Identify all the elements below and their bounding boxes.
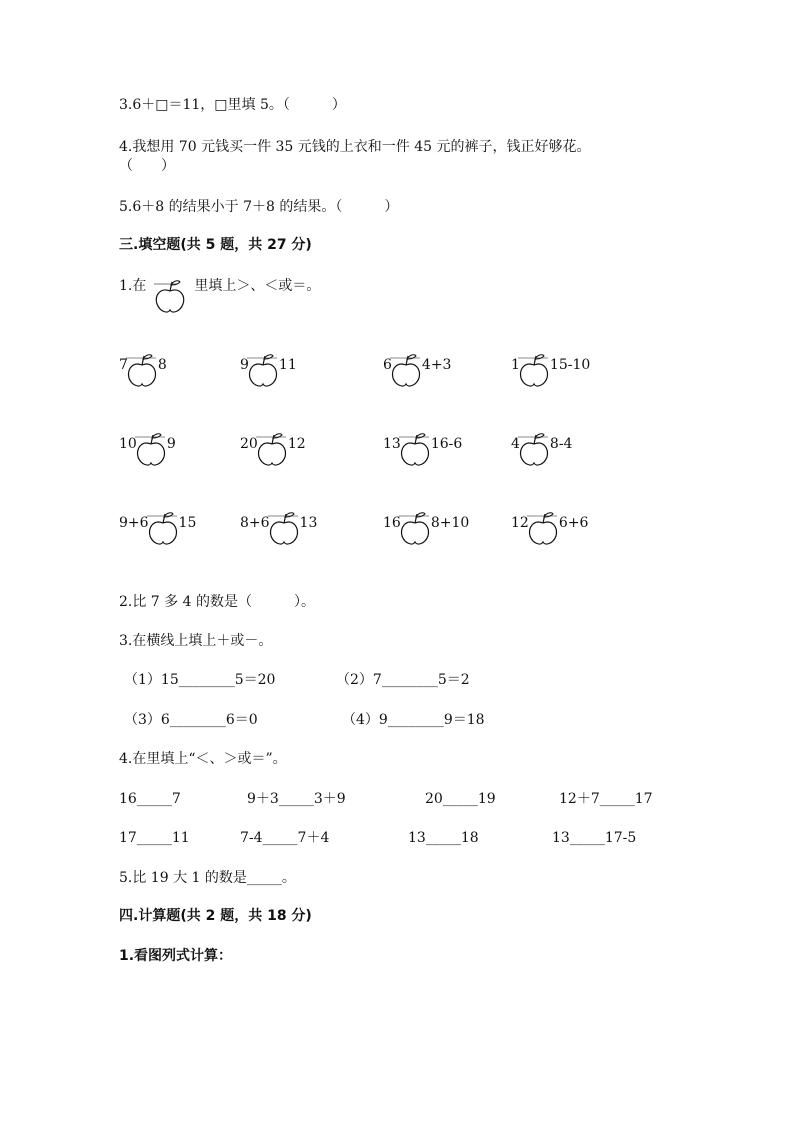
comparison-left: 7 [119, 357, 128, 373]
fill-q3-item-1: （1）15________5＝20 [124, 672, 276, 688]
fill-q4-item: 9＋3_____3＋9 [247, 791, 346, 807]
comparison-left: 6 [383, 357, 392, 373]
comparison-left: 16 [383, 515, 401, 531]
apple-icon [146, 276, 194, 296]
apple-comparison [383, 355, 451, 375]
apple-icon[interactable] [392, 355, 422, 375]
comparison-left: 20 [240, 436, 258, 452]
fill-q4-item: 16_____7 [119, 791, 181, 807]
comparison-left: 9 [240, 357, 249, 373]
comparison-left: 8+6 [240, 515, 270, 531]
comparison-left: 9+6 [119, 515, 149, 531]
apple-comparison [511, 513, 588, 533]
fill-q2: 2.比 7 多 4 的数是（ ）。 [119, 594, 315, 610]
fill-q3-item-3: （3）6________6＝0 [124, 712, 258, 728]
fill-q1-prefix: 1.在 [119, 278, 147, 294]
apple-icon[interactable] [270, 513, 300, 533]
fill-q3-item-4: （4）9________9＝18 [342, 712, 485, 728]
apple-comparison [119, 434, 176, 454]
comparison-left: 12 [511, 515, 529, 531]
fill-q1-suffix: 里填上＞、＜或＝。 [194, 278, 321, 294]
apple-comparison [240, 434, 306, 454]
apple-icon[interactable] [401, 513, 431, 533]
apple-comparison [511, 434, 572, 454]
comparison-right: 8+10 [430, 515, 470, 531]
comparison-right: 16-6 [430, 436, 463, 452]
apple-icon[interactable] [529, 513, 559, 533]
apple-icon[interactable] [149, 513, 179, 533]
fill-q4-item: 13_____17-5 [552, 830, 637, 846]
apple-comparison [383, 513, 469, 533]
fill-q4-item: 13_____18 [408, 830, 479, 846]
judge-q4-line1: 4.我想用 70 元钱买一件 35 元钱的上衣和一件 45 元的裤子，钱正好够花。 [119, 139, 591, 155]
comparison-right: 8 [157, 357, 167, 373]
section4-title: 四.计算题(共 2 题，共 18 分) [119, 908, 312, 924]
apple-comparison [119, 513, 196, 533]
apple-icon[interactable] [258, 434, 288, 454]
apple-comparison [383, 434, 462, 454]
fill-q4-item: 12＋7_____17 [559, 791, 653, 807]
apple-icon[interactable] [520, 355, 550, 375]
comparison-left: 4 [511, 436, 520, 452]
comparison-right: 12 [287, 436, 306, 452]
comparison-left: 1 [511, 357, 520, 373]
apple-comparison [240, 355, 297, 375]
fill-q4-item: 20_____19 [425, 791, 496, 807]
judge-q5: 5.6＋8 的结果小于 7＋8 的结果。（ ） [119, 199, 399, 215]
comparison-right: 15 [178, 515, 197, 531]
fill-q4-item: 17_____11 [119, 830, 190, 846]
fill-q4: 4.在里填上“＜、＞或＝”。 [119, 751, 287, 767]
apple-icon[interactable] [137, 434, 167, 454]
calc-q1: 1.看图列式计算： [119, 948, 233, 964]
comparison-right: 15-10 [549, 357, 591, 373]
fill-q1 [119, 276, 320, 296]
section3-title: 三.填空题(共 5 题，共 27 分) [119, 237, 312, 253]
fill-q3: 3.在横线上填上＋或－。 [119, 633, 273, 649]
apple-icon[interactable] [128, 355, 158, 375]
comparison-right: 4+3 [421, 357, 452, 373]
apple-icon[interactable] [249, 355, 279, 375]
comparison-right: 13 [299, 515, 318, 531]
apple-comparison [119, 355, 167, 375]
fill-q5: 5.比 19 大 1 的数是_____。 [119, 870, 296, 886]
comparison-right: 8-4 [549, 436, 573, 452]
apple-comparison [511, 355, 590, 375]
apple-icon[interactable] [520, 434, 550, 454]
comparison-right: 9 [166, 436, 176, 452]
fill-q4-item: 7-4_____7＋4 [240, 830, 330, 846]
comparison-right: 6+6 [558, 515, 589, 531]
comparison-left: 13 [383, 436, 401, 452]
comparison-left: 10 [119, 436, 137, 452]
judge-q4-line2: （ ） [119, 158, 175, 174]
fill-q3-item-2: （2）7________5＝2 [336, 672, 470, 688]
judge-q3: 3.6＋□＝11，□里填 5。（ ） [119, 97, 346, 113]
apple-icon[interactable] [401, 434, 431, 454]
comparison-right: 11 [278, 357, 297, 373]
apple-comparison [240, 513, 317, 533]
